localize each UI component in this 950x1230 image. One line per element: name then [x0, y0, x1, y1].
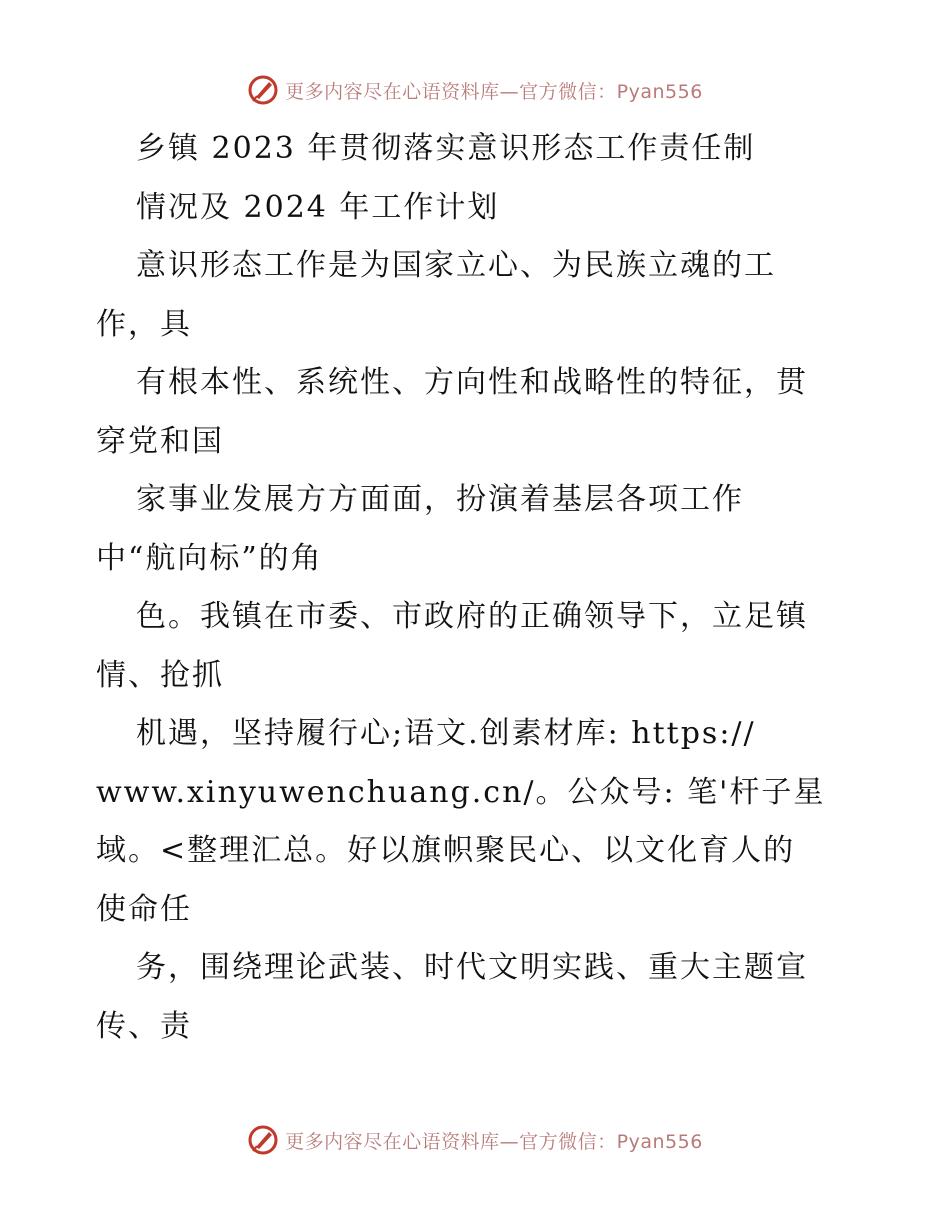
body-line: 中“航向标”的角: [96, 540, 323, 576]
body-line: 色。我镇在市委、市政府的正确领导下，立足镇: [136, 599, 808, 634]
title-line-2: 情况及 2024 年工作计划: [136, 189, 500, 225]
footer-banner-text: 更多内容尽在心语资料库—官方微信：Pyan556: [285, 1130, 703, 1153]
footer-banner: [0, 1120, 950, 1160]
title-line-1: 乡镇 2023 年贯彻落实意识形态工作责任制: [136, 131, 756, 166]
document-body: [96, 120, 866, 1056]
body-line: www.xinyuwenchuang.cn/。公众号: 笔'杆子星: [96, 774, 826, 810]
body-line: 家事业发展方方面面，扮演着基层各项工作: [136, 482, 744, 517]
body-line: 务，围绕理论武装、时代文明实践、重大主题宣: [136, 950, 808, 985]
body-line: 传、责: [96, 1008, 192, 1044]
header-banner-text: 更多内容尽在心语资料库—官方微信：Pyan556: [285, 80, 703, 103]
header-banner: [0, 70, 950, 110]
body-line: 意识形态工作是为国家立心、为民族立魂的工: [136, 248, 776, 283]
body-line: 情、抢抓: [96, 657, 224, 693]
body-line: 穿党和国: [96, 423, 224, 459]
body-line: 有根本性、系统性、方向性和战略性的特征，贯: [136, 365, 808, 400]
body-line: 作，具: [96, 306, 192, 342]
quill-logo-icon: [247, 74, 279, 106]
body-line: 域。<整理汇总。好以旗帜聚民心、以文化育人的: [96, 833, 796, 868]
quill-logo-icon: [247, 1124, 279, 1156]
body-line: 机遇，坚持履行心;语文.创素材库: https://: [136, 716, 756, 751]
body-line: 使命任: [96, 891, 192, 927]
